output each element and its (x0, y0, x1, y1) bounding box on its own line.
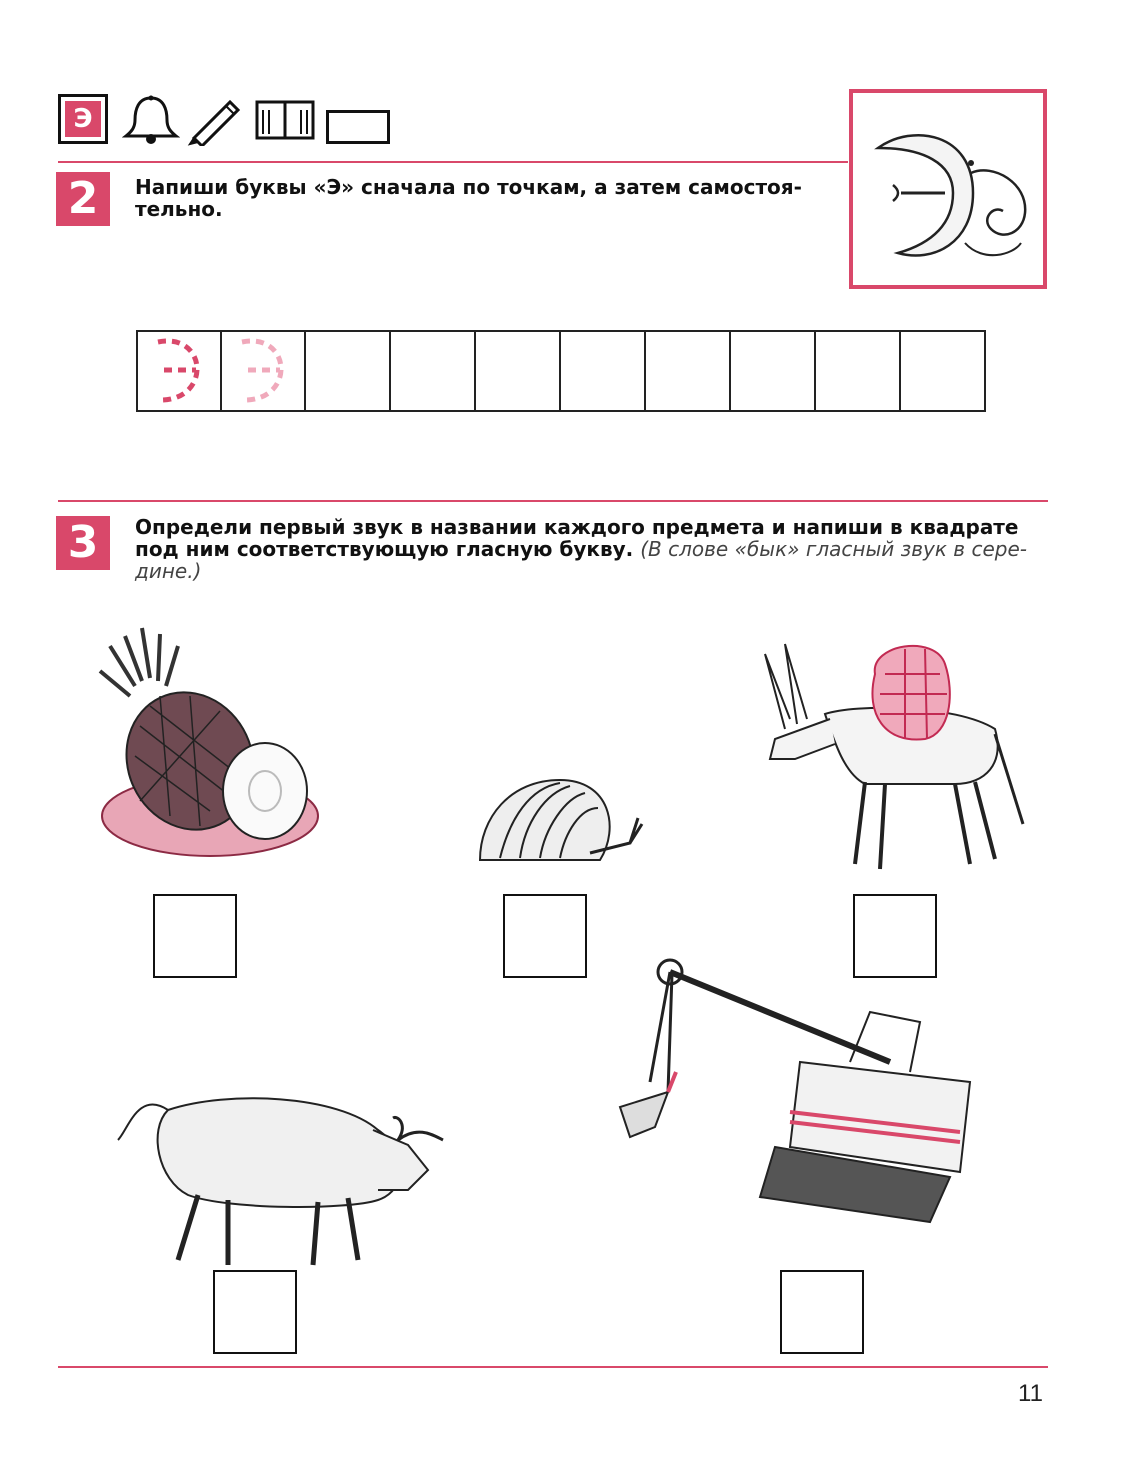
task3-line1: Определи первый звук в названии каждого предмета и напиши в квадрате (135, 515, 1019, 539)
task2-line1: Напиши буквы «Э» сначала по точкам, а затем самостоя- (135, 175, 802, 199)
letter-tile (58, 94, 108, 144)
task2-line2: тельно. (135, 197, 223, 221)
task3-line2-note: (В слове «бык» гласный звук в сере- (640, 537, 1027, 561)
bell-icon (122, 94, 180, 146)
task3-line3-note: дине.) (135, 559, 202, 583)
task3-line2-bold: под ним соответствующую гласную букву. (135, 537, 634, 561)
header-empty-box (326, 110, 390, 144)
write-cell-9[interactable] (814, 330, 901, 412)
write-cell-10[interactable] (899, 330, 986, 412)
write-cell-7[interactable] (644, 330, 731, 412)
letter-illustration-frame (849, 89, 1047, 289)
write-cell-5[interactable] (474, 330, 561, 412)
excavator-picture (610, 952, 1010, 1252)
write-cell-4[interactable] (389, 330, 476, 412)
book-icon (251, 94, 319, 146)
answer-box-bull[interactable] (213, 1270, 297, 1354)
bull-picture (108, 1070, 448, 1270)
donkey-picture (755, 634, 1035, 874)
middle-divider (58, 500, 1048, 502)
task3-instruction (135, 516, 1065, 582)
pencil-icon (184, 94, 244, 146)
task-number-2: 2 (56, 172, 110, 226)
answer-box-snail[interactable] (503, 894, 587, 978)
write-cell-8[interactable] (729, 330, 816, 412)
letter-e: Э (65, 101, 101, 137)
write-cell-3[interactable] (304, 330, 391, 412)
fish-letter-illustration (853, 93, 1043, 285)
bottom-divider (58, 1366, 1048, 1368)
task-number-3: 3 (56, 516, 110, 570)
top-divider (58, 161, 848, 163)
trace-cell-2[interactable] (220, 330, 306, 412)
pineapple-picture (80, 626, 330, 866)
task2-instruction (135, 176, 845, 220)
write-cell-6[interactable] (559, 330, 646, 412)
answer-box-pineapple[interactable] (153, 894, 237, 978)
page-number: 11 (1018, 1380, 1043, 1407)
snail-picture (470, 768, 650, 868)
trace-cell-1[interactable] (136, 330, 222, 412)
answer-box-excavator[interactable] (780, 1270, 864, 1354)
